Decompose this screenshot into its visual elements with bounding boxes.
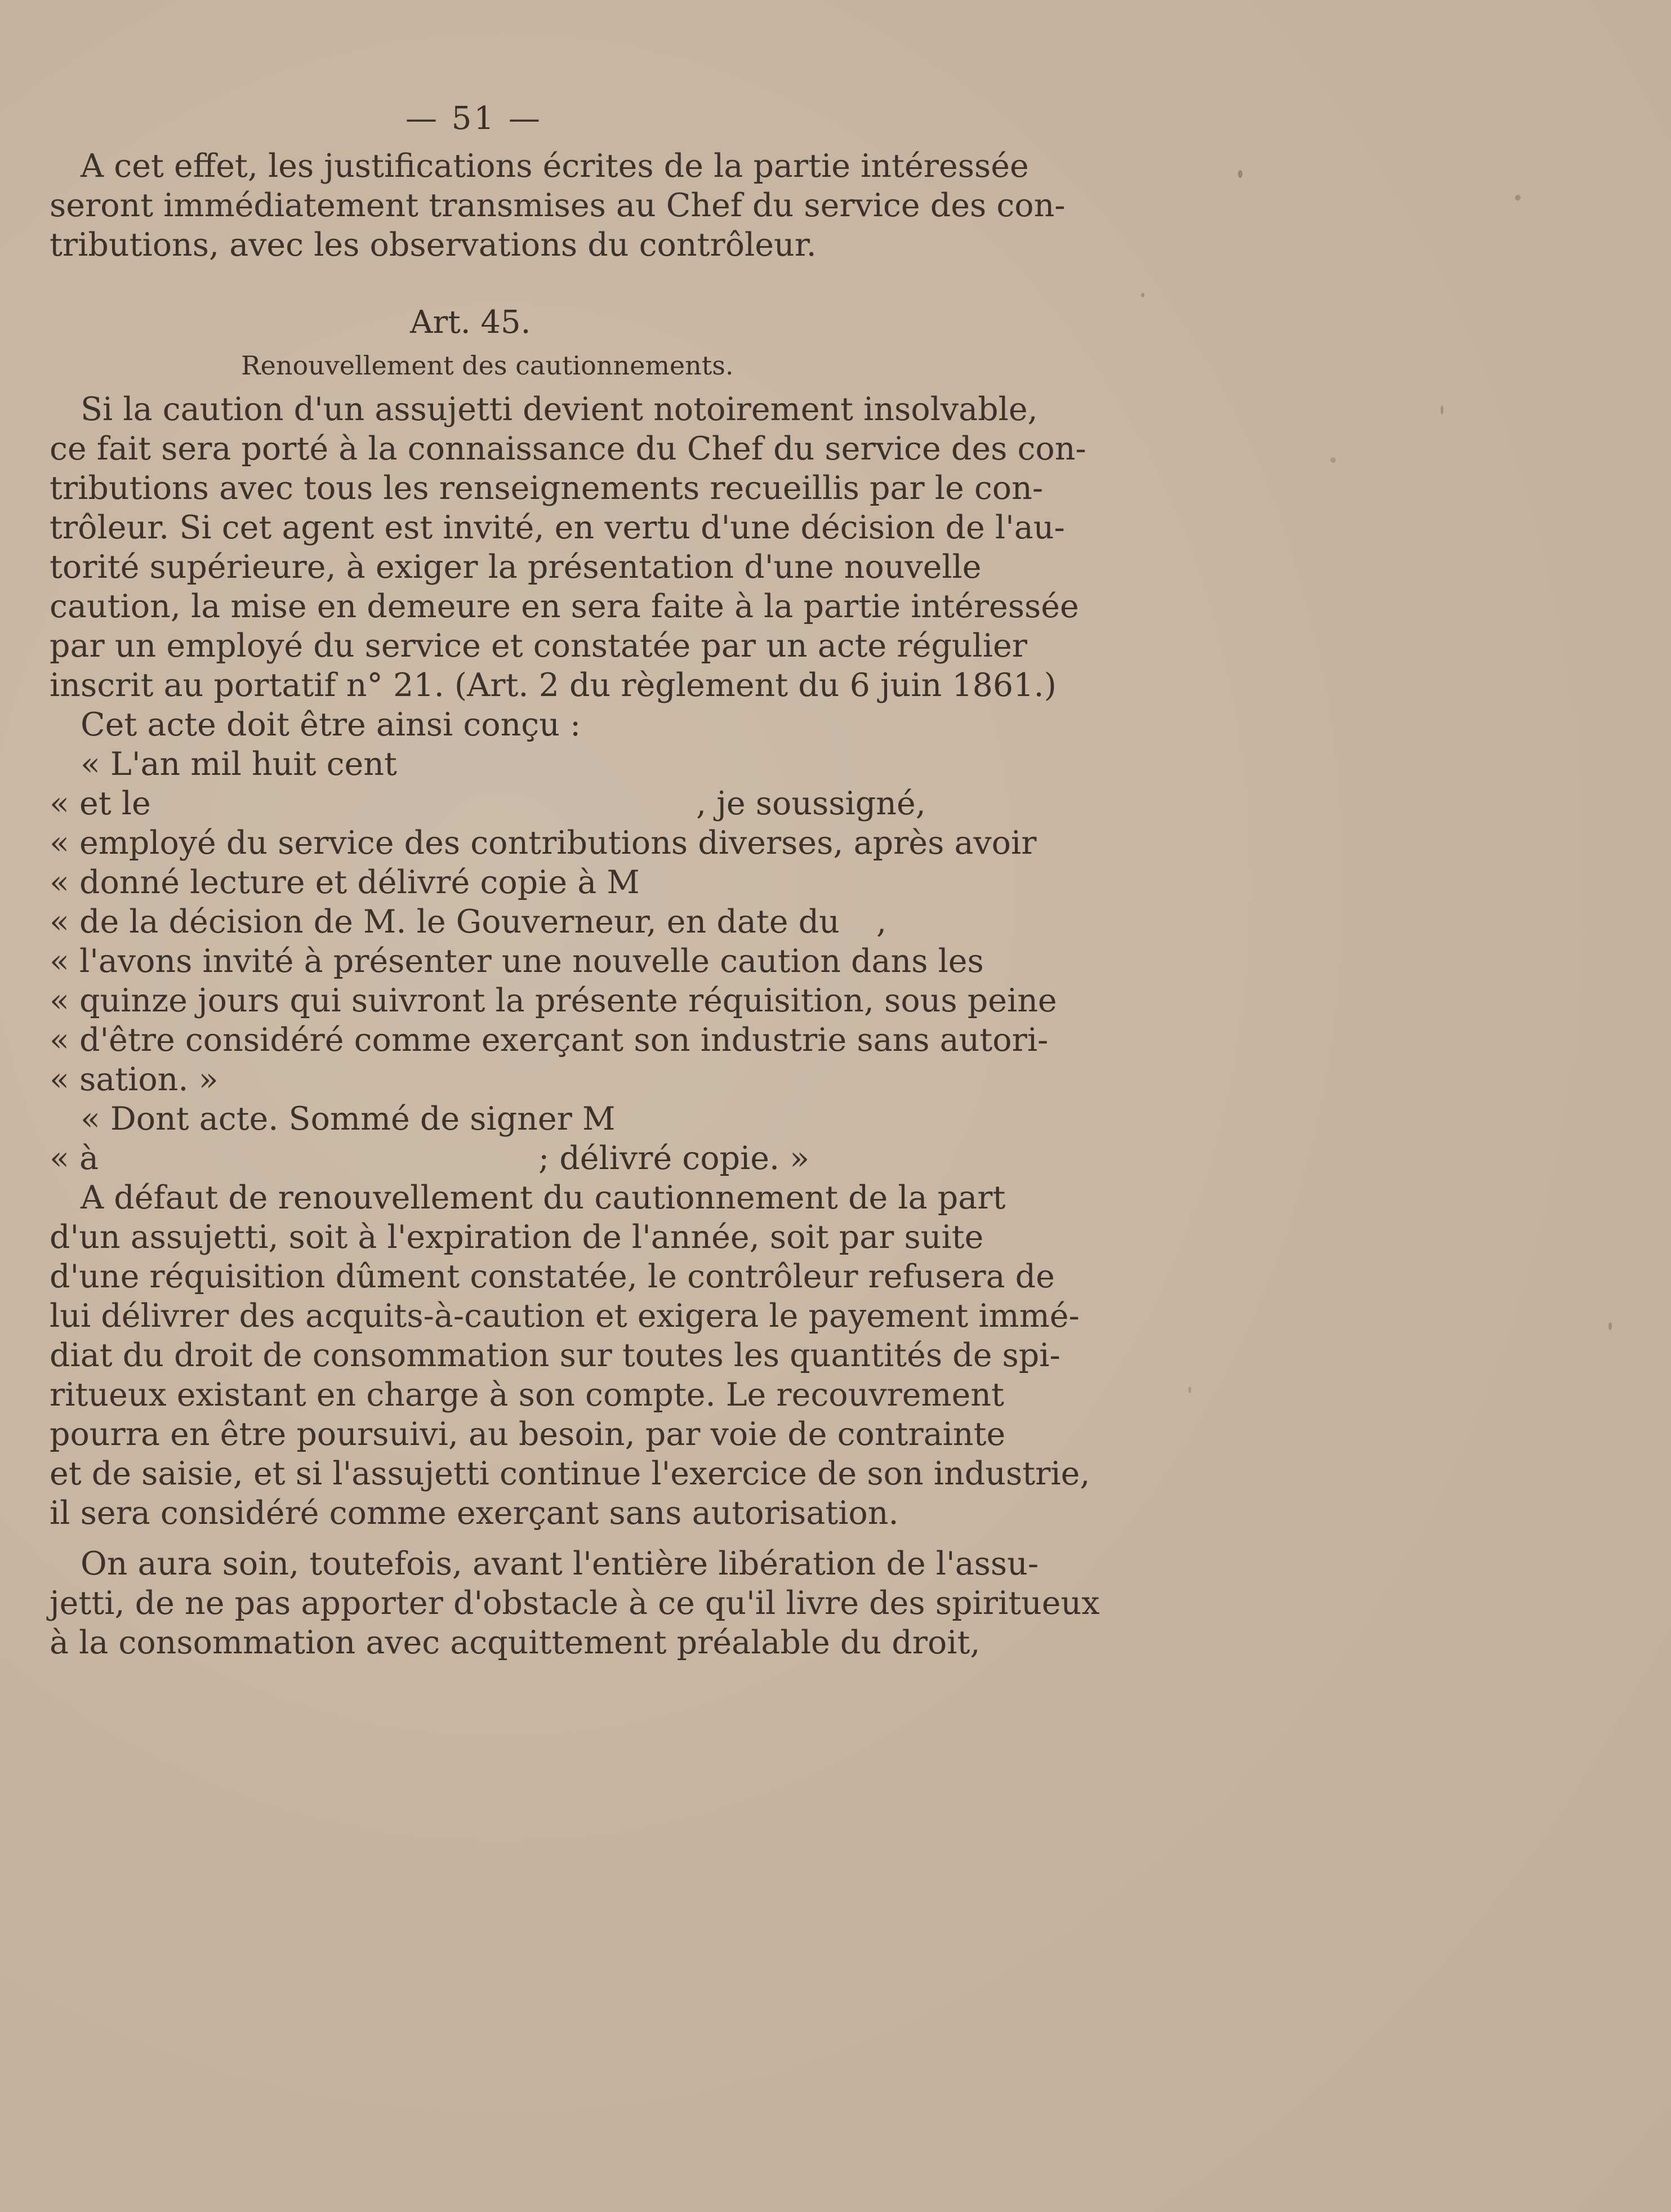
form-line: ,: [876, 903, 887, 940]
form-line: « employé du service des contributions diverses, après avoir: [50, 824, 1037, 862]
paragraph-line: à la consommation avec acquittement préalable du droit,: [50, 1624, 981, 1661]
form-line: « Dont acte. Sommé de signer M: [81, 1100, 616, 1138]
form-line: « de la décision de M. le Gouverneur, en date du: [50, 903, 840, 940]
paper-speck: [1608, 1322, 1612, 1330]
paragraph-line: il sera considéré comme exerçant sans autorisation.: [50, 1495, 899, 1532]
paragraph-line: Si la caution d'un assujetti devient notoirement insolvable,: [81, 391, 1038, 428]
form-line: , je soussigné,: [696, 785, 926, 822]
paragraph-line: ce fait sera porté à la connaissance du Chef du service des con-: [50, 430, 1086, 467]
article-subtitle: Renouvellement des cautionnements.: [241, 350, 734, 381]
paper-speck: [1330, 457, 1336, 463]
form-line: « donné lecture et délivré copie à M: [50, 864, 640, 901]
form-line: « sation. »: [50, 1061, 219, 1098]
paragraph-line: caution, la mise en demeure en sera faite à la partie intéressée: [50, 588, 1079, 625]
paragraph-line: On aura soin, toutefois, avant l'entière libération de l'assu-: [81, 1545, 1039, 1582]
form-line: « quinze jours qui suivront la présente réquisition, sous peine: [50, 982, 1057, 1019]
paragraph-line: seront immédiatement transmises au Chef du service des con-: [50, 187, 1066, 224]
paper-speck: [1441, 405, 1443, 414]
form-line: « d'être considéré comme exerçant son industrie sans autori-: [50, 1022, 1049, 1059]
paragraph-line: ritueux existant en charge à son compte. Le recouvrement: [50, 1376, 1004, 1413]
paragraph-line: torité supérieure, à exiger la présentation d'une nouvelle: [50, 548, 982, 586]
paper-speck: [1141, 293, 1144, 297]
paper-speck: [1515, 195, 1521, 200]
form-line: ; délivré copie. »: [538, 1140, 810, 1177]
paragraph-line: trôleur. Si cet agent est invité, en vertu d'une décision de l'au-: [50, 509, 1065, 546]
paragraph-line: par un employé du service et constatée par un acte régulier: [50, 627, 1027, 665]
paragraph-line: et de saisie, et si l'assujetti continue l'exercice de son industrie,: [50, 1455, 1090, 1492]
form-line: « l'avons invité à présenter une nouvelle caution dans les: [50, 943, 984, 980]
paragraph-line: jetti, de ne pas apporter d'obstacle à ce qu'il livre des spiritueux: [50, 1585, 1100, 1622]
paragraph-line: tributions avec tous les renseignements recueillis par le con-: [50, 470, 1044, 507]
paragraph-line: Cet acte doit être ainsi conçu :: [81, 706, 581, 743]
paragraph-line: A cet effet, les justifications écrites de la partie intéressée: [81, 148, 1029, 185]
form-line: « à: [50, 1140, 99, 1177]
form-line: « et le: [50, 785, 151, 822]
paper-speck: [1238, 170, 1242, 178]
paragraph-line: tributions, avec les observations du contrôleur.: [50, 226, 817, 264]
paragraph-line: inscrit au portatif n° 21. (Art. 2 du règlement du 6 juin 1861.): [50, 667, 1057, 704]
form-line: « L'an mil huit cent: [81, 746, 397, 783]
article-heading: Art. 45.: [410, 304, 531, 341]
paragraph-line: A défaut de renouvellement du cautionnement de la part: [81, 1179, 1006, 1216]
paragraph-line: d'un assujetti, soit à l'expiration de l'année, soit par suite: [50, 1219, 984, 1256]
paragraph-line: pourra en être poursuivi, au besoin, par voie de contrainte: [50, 1416, 1006, 1453]
paragraph-line: d'une réquisition dûment constatée, le contrôleur refusera de: [50, 1258, 1055, 1295]
paragraph-line: lui délivrer des acquits-à-caution et exigera le payement immé-: [50, 1297, 1080, 1335]
paragraph-line: diat du droit de consommation sur toutes les quantités de spi-: [50, 1337, 1060, 1374]
paper-speck: [1188, 1386, 1191, 1393]
page-number: — 51 —: [406, 100, 542, 137]
